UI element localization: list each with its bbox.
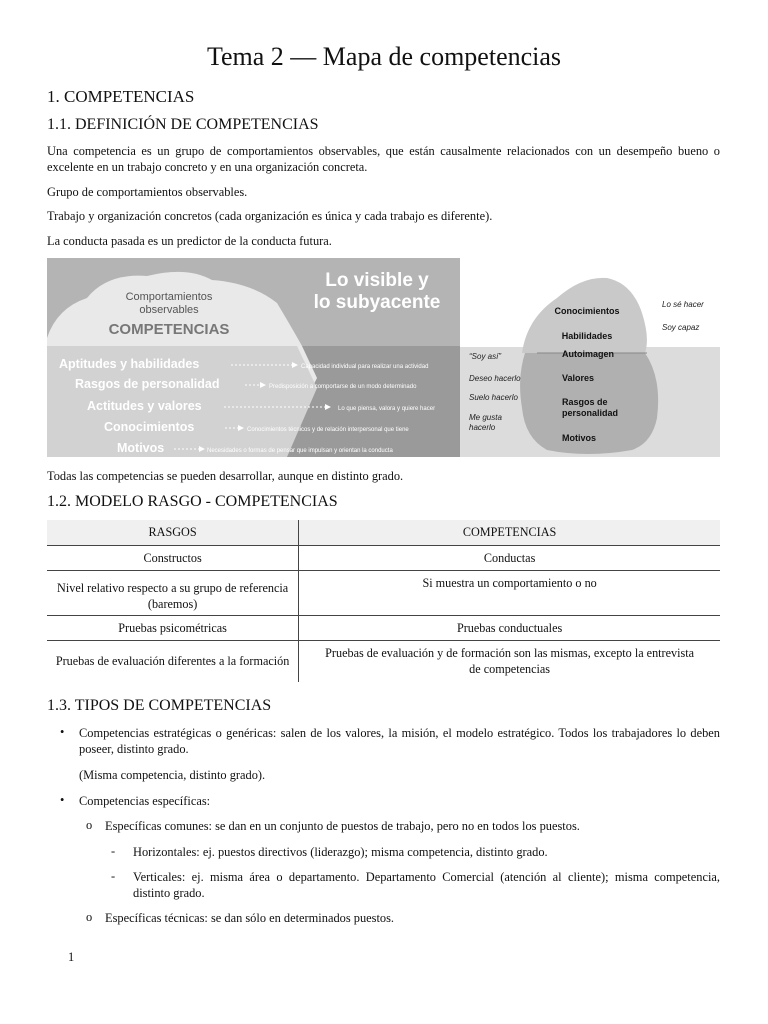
iceberg-row-label: Motivos [117,441,165,455]
right-layer: Valores [562,373,595,383]
definition-paragraph: Una competencia es un grupo de comportamientos observables, que están causalmente relacionados con un desempeño bueno o excelente en un trabajo concreto y en una organización concreta. [47,144,720,174]
bullet-dash-icon: - [111,869,116,883]
left-side-note: hacerlo [469,423,496,432]
bullet-dot-icon: • [60,793,65,807]
table-cell: Pruebas de evaluación diferentes a la formación [47,640,299,682]
table-cell: Nivel relativo respecto a su grupo de referencia (baremos) [47,570,299,615]
table-row [47,615,720,640]
table-row [47,545,720,570]
iceberg-row-desc: Necesidades o formas de pensar que impulsan y orientan la conducta [207,448,393,454]
figure-headline-1: Lo visible y [325,270,429,291]
table-row [47,570,720,615]
right-layer: Motivos [562,433,597,443]
list-item: Verticales: ej. misma área o departamento. Departamento Comercial (atención al cliente); misma competencia, distinto grado. [133,870,720,900]
table-cell: Constructos [47,545,299,570]
list-item: Competencias estratégicas o genéricas: salen de los valores, la misión, el modelo estratégico. Todos los trabajadores lo deben poseer, distinto grado. [79,726,720,756]
list-item: Competencias específicas: [79,794,211,808]
iceberg-row-label: Aptitudes y habilidades [59,357,200,371]
bullet-circle-icon: o [86,818,93,832]
iceberg-tip-line1: Comportamientos [125,291,213,303]
iceberg-row-desc: Capacidad individual para realizar una actividad [301,364,429,370]
right-layer: Rasgos de [562,397,608,407]
table-header-cell: RASGOS [47,520,299,545]
iceberg-figure [47,258,720,457]
list-item-note: (Misma competencia, distinto grado). [79,768,266,782]
right-layer: personalidad [562,408,619,418]
iceberg-row-label: Conocimientos [104,420,195,434]
rasgo-competencias-table [47,520,720,682]
paragraph-trabajo: Trabajo y organización concretos (cada organización es única y cada trabajo es diferente). [47,209,493,223]
iceberg-tip-line2: observables [139,304,199,316]
right-layer: Conocimientos [554,306,620,316]
right-side-note: Lo sé hacer [662,300,704,309]
list-item: Específicas técnicas: se dan sólo en determinados puestos. [105,911,395,925]
iceberg-row-desc: Predisposición a comportarse de un modo determinado [269,384,417,390]
section-heading-1-1: 1.1. DEFINICIÓN DE COMPETENCIAS [47,116,319,133]
bullet-dash-icon: - [111,844,116,858]
iceberg-row-label: Actitudes y valores [87,399,202,413]
table-cell: Pruebas de evaluación y de formación son las mismas, excepto la entrevista de competencias [325,646,695,677]
table-cell: Pruebas psicométricas [47,615,299,640]
left-side-note: Deseo hacerlo [469,374,521,383]
table-header-row [47,520,720,545]
list-item: Horizontales: ej. puestos directivos (liderazgo); misma competencia, distinto grado. [133,845,548,859]
paragraph-conducta: La conducta pasada es un predictor de la conducta futura. [47,234,332,248]
right-side-note: Soy capaz [662,323,700,332]
paragraph-grupo: Grupo de comportamientos observables. [47,185,248,199]
iceberg-tip-big: COMPETENCIAS [108,321,230,338]
section-heading-1: 1. COMPETENCIAS [47,87,195,106]
section-heading-1-2: 1.2. MODELO RASGO - COMPETENCIAS [47,493,338,510]
right-layer: Habilidades [561,331,613,341]
section-heading-1-3: 1.3. TIPOS DE COMPETENCIAS [47,697,272,714]
iceberg-right-panel [460,258,720,457]
left-side-note: Me gusta [469,413,502,422]
left-side-note: “Soy así” [469,352,502,361]
list-item: Específicas comunes: se dan en un conjunto de puestos de trabajo, pero no en todos los puestos. [105,819,580,833]
bullet-dot-icon: • [60,725,65,739]
table-cell: Si muestra un comportamiento o no [422,575,597,590]
table-row [47,640,720,682]
paragraph-desarrollo: Todas las competencias se pueden desarrollar, aunque en distinto grado. [47,469,404,483]
figure-headline-2: lo subyacente [313,292,441,313]
table-cell: Conductas [483,550,536,565]
table-header-cell: COMPETENCIAS [462,525,557,540]
iceberg-row-desc: Lo que piensa, valora y quiere hacer [338,406,436,412]
page-number: 1 [68,950,75,964]
iceberg-row-label: Rasgos de personalidad [75,377,220,391]
right-layer: Autoimagen [562,349,615,359]
left-side-note: Suelo hacerlo [469,393,518,402]
iceberg-row-desc: Conocimientos técnicos y de relación interpersonal que tiene [247,427,409,433]
page-title: Tema 2 — Mapa de competencias [206,42,562,71]
bullet-circle-icon: o [86,910,93,924]
iceberg-left-panel [47,258,460,457]
table-cell: Pruebas conductuales [456,620,563,635]
